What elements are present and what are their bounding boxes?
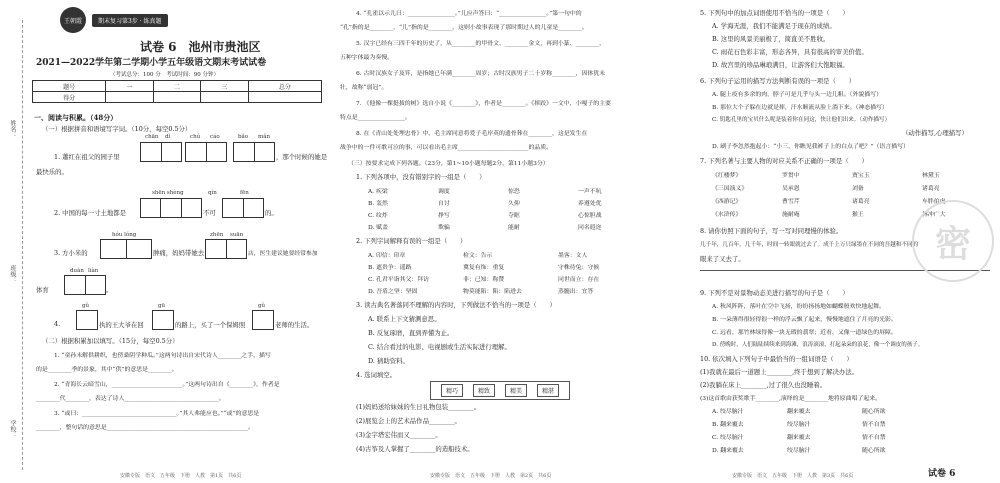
option-cell: 守株待兔：守候 <box>558 265 600 271</box>
option-cell: 情不自禁 <box>862 422 886 428</box>
question-text: 的。 <box>265 209 278 217</box>
fill-item: (3)金字塔宏伟而又________。 <box>356 431 442 439</box>
option-cell: 施耐庵 <box>782 212 800 218</box>
section-one-title: 一、阅读与积累。（48分） <box>34 113 118 122</box>
question-text: 最快乐的。 <box>36 168 68 176</box>
option-cell: 久仰 <box>508 201 520 207</box>
question-text: 不可 <box>203 209 216 217</box>
option-cell: 自讨 <box>438 201 450 207</box>
option-cell: 随心所欲 <box>862 409 886 415</box>
question-text: 特点是________________。 <box>340 115 411 121</box>
option-cell: 翻来覆去 <box>787 409 811 415</box>
pinyin: gǔ <box>258 303 266 309</box>
option-text[interactable]: C. 远看，那竹林绿得像一块无瑕的翡翠；近看，又像一道绿色的屏障。 <box>712 330 897 336</box>
pinyin: chān <box>145 134 159 140</box>
word-option[interactable]: 精致 <box>473 384 495 397</box>
option-cell: 吴承恩 <box>782 186 800 192</box>
score-row-label: 得分 <box>33 92 106 103</box>
fill-item: (3)这首歌由获奖歌手________,演绎的是________地将原曲唱了起来。 <box>700 396 882 402</box>
question-text: 3. “或曰：________________________________。”其人弗能应也。”“或”的意思是 <box>54 411 260 417</box>
fill-item: (2)我躺在床上________,过了很久也没睡着。 <box>700 381 827 389</box>
pinyin: suān <box>230 232 244 238</box>
pinyin: gǔ <box>82 303 90 309</box>
question-text: 5. 下列句中的加点词语使用不恰当的一项是（ ） <box>700 9 849 17</box>
char-grid[interactable] <box>152 310 174 330</box>
pinyin: dǐ <box>165 134 171 140</box>
option-label[interactable]: A. 绞尽脑汁 <box>712 409 744 415</box>
fill-item: (4)古筝及人掌握了________的造船技术。 <box>356 445 474 453</box>
question-text: 3. 方小米的 <box>54 249 88 257</box>
page-footer: 安徽专版 语文 五年级 下册 人教 第3页 共6页 <box>732 473 854 479</box>
page-one <box>0 0 332 483</box>
paper-tag: 试卷 6 <box>928 469 956 479</box>
option-label[interactable]: C. 孔君平诣其父：拜访 <box>368 277 430 283</box>
option-label[interactable]: B. 遮贵争：遥路 <box>368 265 412 271</box>
char-grid[interactable] <box>205 239 247 259</box>
option-cell: 绞尽脑汁 <box>787 422 811 428</box>
secret-stamp: 密 <box>912 200 994 282</box>
option-cell: 诸葛亮 <box>922 186 940 192</box>
pinyin: duàn <box>70 268 84 274</box>
option-label[interactable]: D. 吾盾之坚：坚固 <box>368 289 418 295</box>
question-text: 3. 读古典名著落同不理解的内容时，下列做法不恰当的一项是（ ） <box>356 301 556 309</box>
char-grid[interactable] <box>76 310 98 330</box>
question-text: 1. 下列各项中，没有错别字的一组是（ ） <box>356 173 486 181</box>
question-text: 10. 依次填入下列句子中最恰当的一组词语是（ ） <box>700 355 853 363</box>
pinyin: cáo <box>210 134 220 140</box>
option-cell: 冀复有饰：重复 <box>463 265 505 271</box>
option-text[interactable]: A. 联系上下文猜测意思。 <box>368 315 441 323</box>
question-text: 7. 下列名著与主要人物的对应关系不正确的一项是（ ） <box>700 157 868 165</box>
option-cell: 欺骗 <box>438 225 450 231</box>
option-label[interactable]: B. 轰然 <box>368 201 388 207</box>
score-header: 题号 <box>33 81 106 92</box>
score-header: 一 <box>106 81 153 92</box>
option-cell: 能耐 <box>508 225 520 231</box>
char-grid[interactable] <box>100 239 152 259</box>
option-cell: 林冲广大 <box>922 212 946 218</box>
option-text[interactable]: D. 故宫里的珍品琳琅满目，让游客们大饱眼福。 <box>712 61 849 69</box>
option-cell: 曹雪芹 <box>782 199 800 205</box>
question-text: 的路上，买了一个保姆照 <box>175 321 246 329</box>
exam-meta: （考试总分：100 分 考试时间：90 分钟） <box>110 72 219 78</box>
option-text[interactable]: C. 钥匙孔里的宝贝什么呢是装着你在同这，快让他们出来。（动作描写） <box>712 117 891 123</box>
sub-section-two: （二）根据积累加以填写。（15分，每空0.5分） <box>42 337 179 345</box>
option-tail: （动作描写,心理描写） <box>902 129 968 137</box>
word-option[interactable]: 精湛 <box>537 384 559 397</box>
score-cell[interactable] <box>153 92 200 103</box>
option-cell: 非：已知：称赞 <box>463 277 505 283</box>
pinyin: chú <box>190 134 201 140</box>
question-text: 老师的生活。 <box>275 321 314 329</box>
question-text: “孔”指的是________，“儿”指的是________，这则小故事表现了那时期过人的儿童是________。 <box>340 25 588 31</box>
word-option[interactable]: 精美 <box>505 384 527 397</box>
question-text: 执的王大爷在回 <box>99 321 144 329</box>
score-cell[interactable] <box>248 92 321 103</box>
option-text[interactable]: A. 学海无涯，我们不能满足于现在的成绩。 <box>712 22 836 30</box>
question-text: 7. 《他像一棵挺拔的树》选自小说《________》，作者是________。《摔跤》一文中，小嘎子的主要 <box>356 101 611 107</box>
question-text: 4. <box>54 320 61 328</box>
option-text[interactable]: D. 猜助资料。 <box>368 357 409 365</box>
question-text: 6. 下列句子运用的描写方法判断有误的一项是（ ） <box>700 77 856 85</box>
page-three <box>672 0 1000 483</box>
option-cell: 惊恐 <box>508 189 520 195</box>
side-label-school: 学校： <box>9 420 16 438</box>
sub-section-one: （一）根据拼音和语境写字词。（10分，每空0.5分） <box>42 125 192 133</box>
option-text[interactable]: C. 雨花石色彩丰富，形态各异，具有很高的审美价值。 <box>712 48 868 56</box>
word-bank <box>430 381 570 400</box>
option-label[interactable]: 《西游记》 <box>712 199 742 205</box>
question-text: ，那个时候的她是 <box>276 153 328 161</box>
page-footer: 安徽专版 语文 五年级 下册 人教 第2页 共6页 <box>430 473 552 479</box>
page-footer: 安徽专版 语文 五年级 下册 人教 第1页 共6页 <box>120 473 242 479</box>
option-label[interactable]: D. 赋盖 <box>368 225 389 231</box>
option-text[interactable]: B. 这里的风景美丽极了，简直美不胜收。 <box>712 35 830 43</box>
side-label-name: 姓名： <box>9 120 16 138</box>
option-label[interactable]: C. 纹炸 <box>368 213 388 219</box>
score-header: 二 <box>153 81 200 92</box>
option-label[interactable]: B. 翻来覆去 <box>712 422 744 428</box>
option-cell: 一声不吭 <box>578 189 602 195</box>
question-text: 8. 请你仿照下面的句子，写一写对同理慢的体验。 <box>700 227 843 235</box>
option-cell: 绞尽脑汁 <box>787 448 811 454</box>
option-text[interactable]: B. 反复琢磨，直到弄懂为止。 <box>368 329 454 337</box>
question-text: ________，整句话的意思是________________________________________________。 <box>36 425 254 431</box>
question-text: 几千年，几百年，几千年，时间一转眼就过去了。成千上万只绿墨在不同的吾越和不同的 <box>700 242 919 248</box>
option-cell: 随心所欲 <box>862 448 886 454</box>
option-cell: 罗贯中 <box>782 173 800 179</box>
sub-section-three: （三）按要求完成下列各题。（23分，第1~10小题每题2分，第11小题3分） <box>348 161 549 167</box>
question-text: 体育 <box>36 286 49 294</box>
question-text: 6. 古时汉族女子及笄，是指她已年满________周岁；古时汉族男子二十岁称________，因体犹未 <box>356 71 606 77</box>
option-cell: 夺眶 <box>508 213 520 219</box>
pinyin: bǎo <box>238 134 249 140</box>
char-grid[interactable] <box>140 142 182 162</box>
score-cell[interactable] <box>106 92 153 103</box>
option-cell: 同世而立：存在 <box>558 277 600 283</box>
option-cell: 同名遐迩 <box>578 225 602 231</box>
char-grid[interactable] <box>185 142 227 162</box>
option-text[interactable]: D. 傍晚时，人们陆陆续续来到海滩，浪涛滚滚，打起朵朵的浪花，像一个调皮的孩子。 <box>712 342 924 348</box>
option-cell: 贾宝玉 <box>852 173 870 179</box>
option-cell: 心惊胆战 <box>578 213 602 219</box>
page-two <box>340 0 665 483</box>
word-option[interactable]: 精巧 <box>441 384 463 397</box>
binding-line <box>22 20 23 470</box>
option-cell: 车胖伯虎 <box>922 199 946 205</box>
banner-label: 期末复习第3步 · 练真题 <box>92 14 168 27</box>
option-label[interactable]: A. 疾梁 <box>368 189 388 195</box>
fill-item: (1)我就在最后一道题上________,终于想到了解决办法。 <box>700 368 859 376</box>
option-cell: 检文：告示 <box>463 253 493 259</box>
question-text: 店，医生建议她要经常参加 <box>248 251 318 257</box>
option-cell: 调度 <box>438 189 450 195</box>
option-label[interactable]: 《三国演义》 <box>712 186 748 192</box>
char-grid[interactable] <box>140 198 202 218</box>
option-cell: 翻来覆去 <box>787 435 811 441</box>
score-header: 三 <box>201 81 248 92</box>
question-text: 8. 在《青山处处埋忠骨》中，毛主席同意将爱子毛岸英的遗骨葬在________，这是发生在 <box>356 131 588 137</box>
char-grid[interactable] <box>222 198 264 218</box>
option-cell: 墨客：文人 <box>558 253 588 259</box>
pinyin: gū <box>158 303 166 309</box>
exam-title: 2021—2022学年第二学期小学五年级语文期末考试试卷 <box>36 58 267 68</box>
pinyin: mǎn <box>258 134 271 140</box>
question-text: 9. 下列不是对景物动态美进行描写的句子是（ ） <box>700 289 849 297</box>
side-label-class: 班级： <box>9 265 16 283</box>
char-grid[interactable] <box>233 142 275 162</box>
option-text[interactable]: D. 刷子李忽然抱起小：“小三，你瞧见我裤子上的白点了吧？”（语言描写） <box>712 144 909 150</box>
question-text: 肿痛，妈妈带她去 <box>153 249 205 257</box>
question-text: 1. 蕭红在祖父的园子里 <box>54 153 120 161</box>
option-label[interactable]: A. 印信：印章 <box>368 253 406 259</box>
option-cell: 情不自禁 <box>862 435 886 441</box>
question-text: 。 <box>106 286 113 294</box>
question-text: 2. 下列字词解释有误的一组是（ ） <box>356 237 467 245</box>
question-text: 4. 选词填空。 <box>356 371 397 379</box>
question-text: 4. “孔雀以示儿曰：________________。”儿应声答曰：“________________。”第一句中的 <box>356 11 582 17</box>
option-text[interactable]: A. 秋风阵阵，落叶在空中飞扬，纷纷扬扬地如蝴蝶般欢快地起舞。 <box>712 304 885 310</box>
char-grid[interactable] <box>252 310 274 330</box>
option-cell: 猴王 <box>852 212 864 218</box>
question-text: 1. “童孙未解供耕织，也傍桑阴学种瓜。”这两句诗出自宋代诗人________之手，描写 <box>54 353 271 359</box>
pinyin: qín <box>208 190 217 196</box>
pinyin: shēn shèng <box>152 190 184 196</box>
option-cell: 物莫能陷：陷：陷进去 <box>463 289 522 295</box>
option-cell: 挣写 <box>438 213 450 219</box>
pinyin: liàn <box>88 268 99 274</box>
question-text: 壮，故称“弱冠”。 <box>340 85 388 91</box>
option-cell: 刘备 <box>852 186 864 192</box>
question-text: 2. 中国的每一寸土地都是 <box>54 209 127 217</box>
score-cell[interactable] <box>201 92 248 103</box>
question-text: 五种字体最为奏慢。 <box>340 55 394 61</box>
option-text[interactable]: B. 一朵薄得很轻得很一样的浮云飘了起来，慢慢地遮住了月亮的光影。 <box>712 317 897 323</box>
option-cell: 蒸髓出：宜答 <box>558 289 594 295</box>
question-text: 战争中的一件可歌可泣的事，可以看出毛主席________________________的品质。 <box>340 145 553 151</box>
pinyin: zhēn <box>210 232 224 238</box>
option-text[interactable]: A. 腿上疫有多余的肉，脖子可是几乎与头一边儿粗。（外貌描写） <box>712 92 882 98</box>
fill-item: (2)展览会上的艺术品作品________。 <box>356 417 461 425</box>
option-text[interactable]: C. 结合看过的电影、电视剧或生活实际进行理解。 <box>368 343 511 351</box>
question-text: ________代________，表达了诗人________________________________。 <box>36 396 225 402</box>
fill-item: (1)妈妈送给妹妹的生日礼物包装________。 <box>356 403 481 411</box>
option-cell: 诸葛亮 <box>852 199 870 205</box>
question-text: 2. “青海长云暗雪山，________________________。”这两句诗出自《________》，作者是 <box>54 382 280 388</box>
pinyin: fēn <box>240 190 249 196</box>
option-label[interactable]: 《红楼梦》 <box>712 173 742 179</box>
option-label[interactable]: C. 绞尽脑汁 <box>712 435 744 441</box>
option-label[interactable]: 《水浒传》 <box>712 212 742 218</box>
question-text: 眼来了又去了。 <box>700 255 745 263</box>
pinyin: hóu lóng <box>112 232 137 238</box>
score-table <box>32 80 322 103</box>
question-text: 的是________季的景象，其中“供”的意思是________。 <box>36 367 178 373</box>
question-text: 5. 汉字已经有三四千年的历史了，从________的甲骨文、________金文，再到小篆、________， <box>356 41 606 47</box>
option-cell: 养遵处优 <box>578 201 602 207</box>
brand-logo: 王朝霞 <box>60 7 86 33</box>
option-text[interactable]: B. 那位大个子躲在边就是摔，汗水顺流从脸上淌下来。（神态描写） <box>712 105 888 111</box>
option-label[interactable]: D. 翻来覆去 <box>712 448 744 454</box>
score-header: 总分 <box>248 81 321 92</box>
char-grid[interactable] <box>64 275 106 295</box>
option-cell: 林黛玉 <box>922 173 940 179</box>
paper-title: 试卷 6 池州市贵池区 <box>140 40 261 54</box>
